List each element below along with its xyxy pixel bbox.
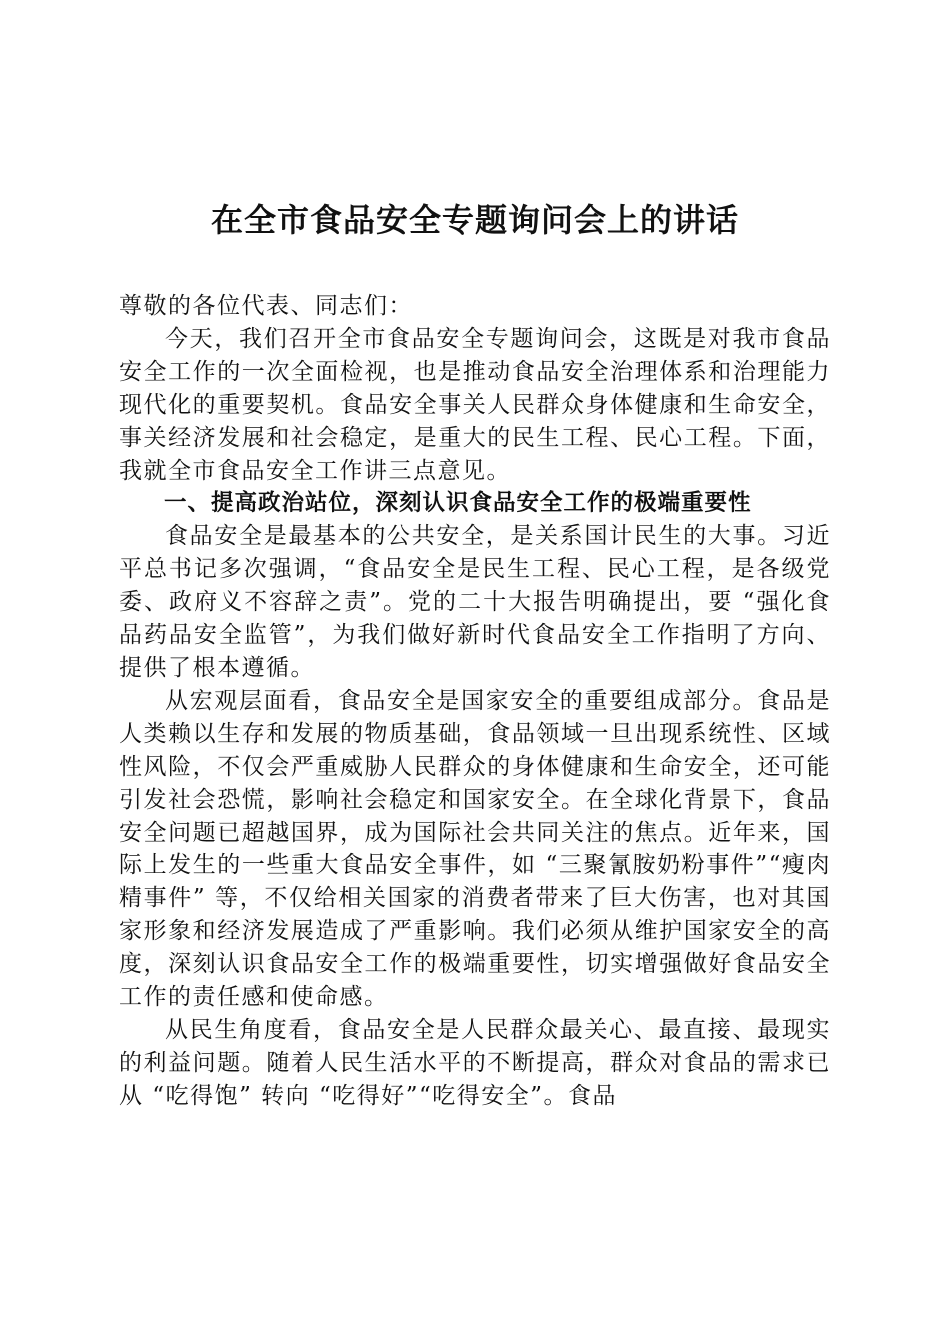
- section1-paragraph-1: 食品安全是最基本的公共安全，是关系国计民生的大事。习近平总书记多次强调，“食品安全是民生工程、民心工程，是各级党委、政府义不容辞之责”。党的二十大报告明确提出，要 “强化食品药品安全监管”，为我们做好新时代食品安全工作指明了方向、提供了根本遵循。: [119, 523, 831, 681]
- section1-paragraph-2: 从宏观层面看，食品安全是国家安全的重要组成部分。食品是人类赖以生存和发展的物质基础，食品领域一旦出现系统性、区域性风险，不仅会严重威胁人民群众的身体健康和生命安全，还可能引发社会恐慌，影响社会稳定和国家安全。在全球化背景下，食品安全问题已超越国界，成为国际社会共同关注的焦点。近年来，国际上发生的一些重大食品安全事件，如 “三聚氰胺奶粉事件”“瘦肉精事件” 等，不仅给相关国家的消费者带来了巨大伤害，也对其国家形象和经济发展造成了严重影响。我们必须从维护国家安全的高度，深刻认识食品安全工作的极端重要性，切实增强做好食品安全工作的责任感和使命感。: [119, 687, 831, 1011]
- section-heading-1: 一、提高政治站位，深刻认识食品安全工作的极端重要性: [164, 490, 752, 517]
- document-body: [119, 290, 831, 1113]
- salutation: 尊敬的各位代表、同志们：: [119, 293, 413, 319]
- document-title: 在全市食品安全专题询问会上的讲话: [210, 201, 739, 239]
- section1-paragraph-3: 从民生角度看，食品安全是人民群众最关心、最直接、最现实的利益问题。随着人民生活水平的不断提高，群众对食品的需求已从 “吃得饱” 转向 “吃得好”“吃得安全”。食品: [119, 1016, 831, 1109]
- intro-paragraph: 今天，我们召开全市食品安全专题询问会，这既是对我市食品安全工作的一次全面检视，也是推动食品安全治理体系和治理能力现代化的重要契机。食品安全事关人民群众身体健康和生命安全，事关经济发展和社会稳定，是重大的民生工程、民心工程。下面，我就全市食品安全工作讲三点意见。: [119, 325, 831, 484]
